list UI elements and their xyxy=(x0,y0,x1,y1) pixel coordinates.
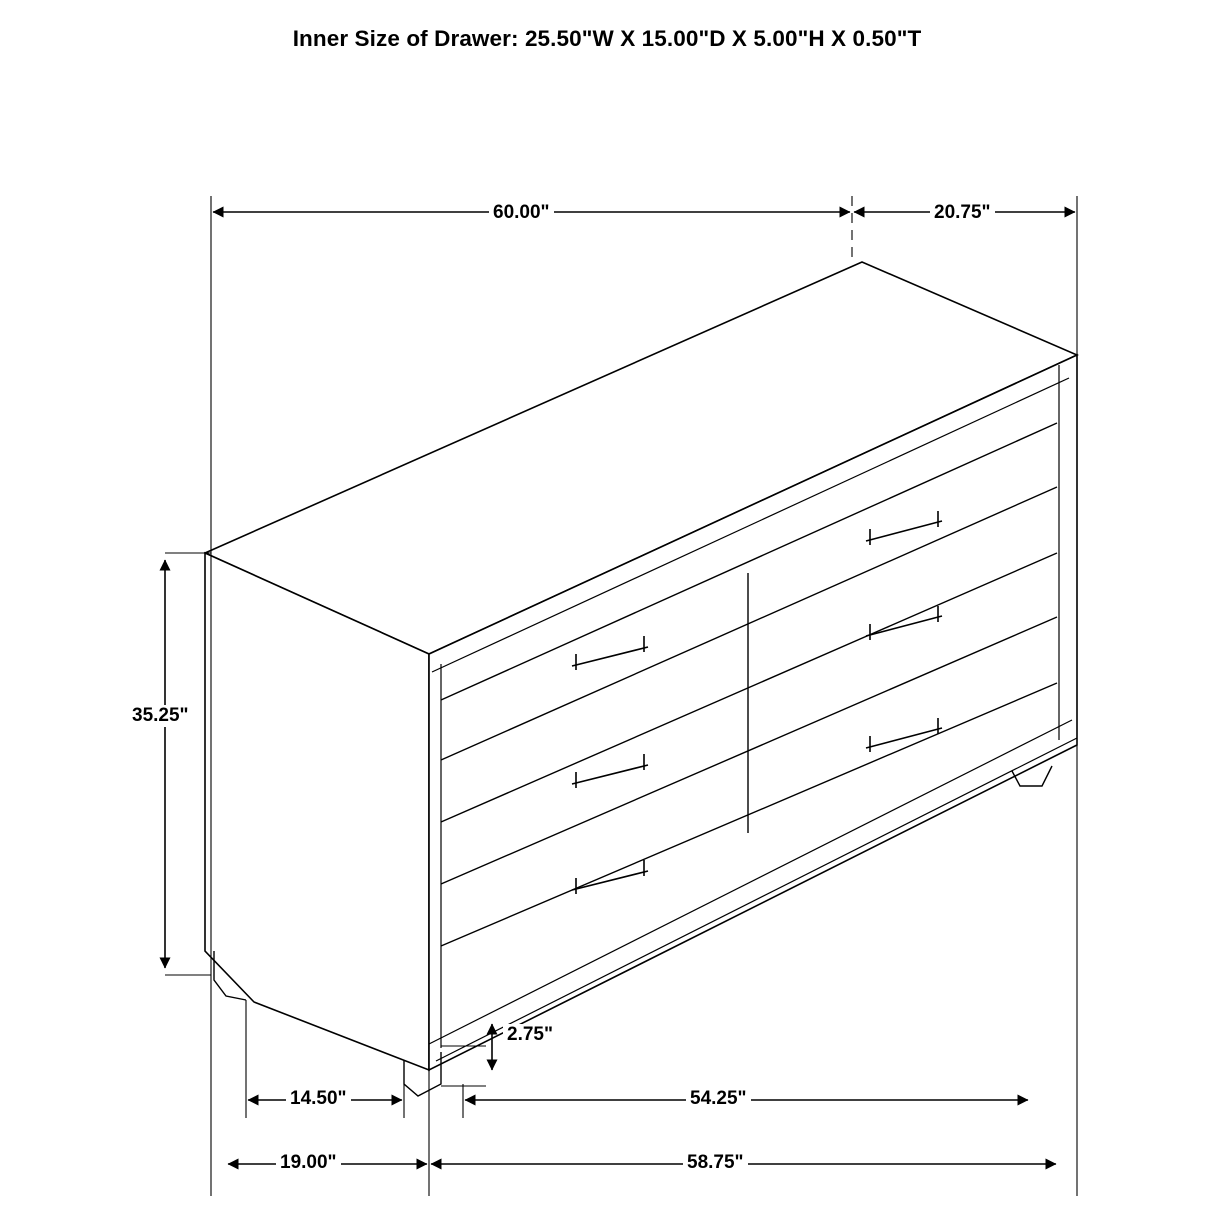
dimension-label-overall-front-width: 60.00" xyxy=(489,202,554,224)
dimension-label-overall-height: 35.25" xyxy=(128,705,193,727)
dimension-label-side-base-width: 14.50" xyxy=(286,1088,351,1110)
dresser-body xyxy=(205,262,1077,1096)
dimension-label-front-base-width: 54.25" xyxy=(686,1088,751,1110)
dimension-label-side-depth: 20.75" xyxy=(930,202,995,224)
dimension-label-front-overall-width: 58.75" xyxy=(683,1152,748,1174)
page-title: Inner Size of Drawer: 25.50"W X 15.00"D X 5.00"H X 0.50"T xyxy=(292,26,922,51)
dimension-label-side-overall-width: 19.00" xyxy=(276,1152,341,1174)
dimension-label-leg-height: 2.75" xyxy=(503,1024,557,1046)
